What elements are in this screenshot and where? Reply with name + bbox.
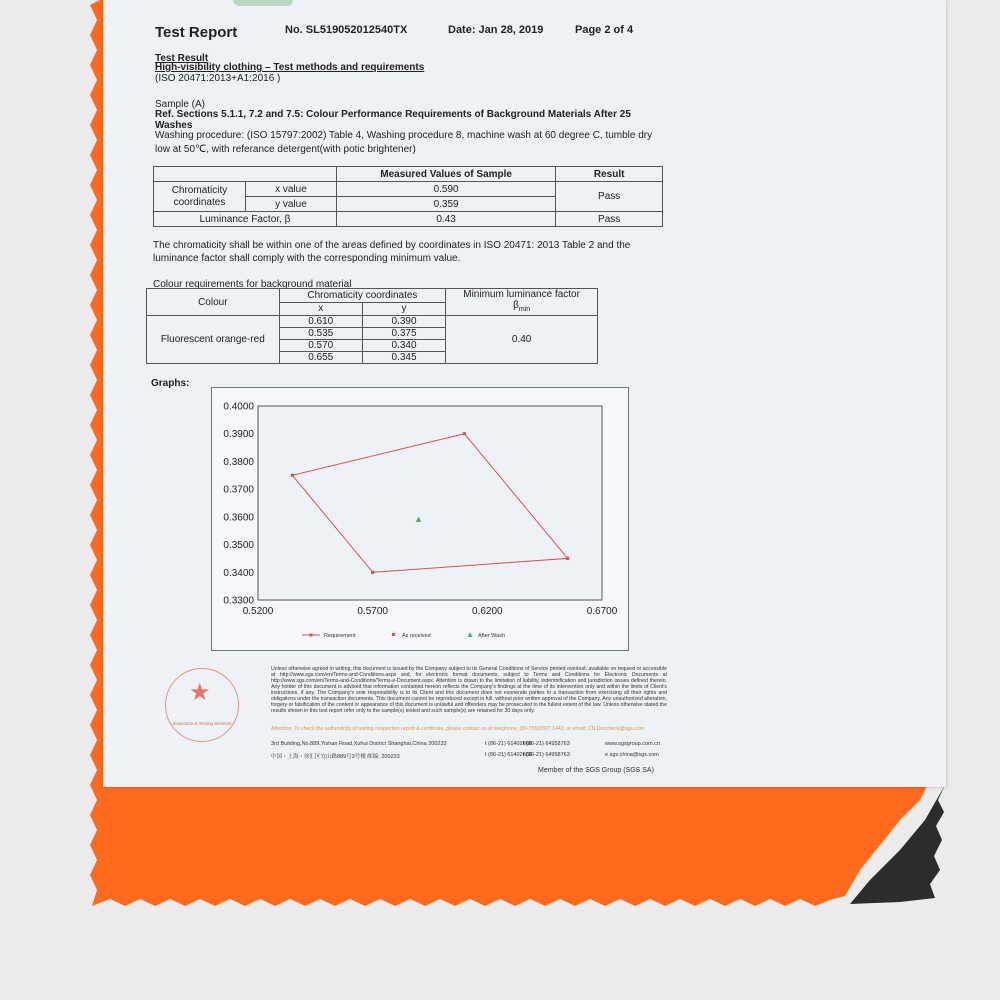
requirement-point [371, 571, 374, 574]
min-luminance-value: 0.40 [446, 316, 598, 364]
result-header: Result [556, 167, 663, 182]
colour-name: Fluorescent orange-red [147, 316, 280, 364]
graphs-label: Graphs: [151, 378, 190, 389]
legend-marker-after-wash [468, 632, 473, 637]
chromaticity-note-line-2: luminance factor shall comply with the corresponding minimum value. [153, 253, 461, 264]
req-y: 0.340 [362, 340, 445, 352]
legend-label: As received [402, 633, 431, 639]
y-header: y [362, 303, 445, 316]
sgs-logo [233, 0, 293, 6]
table-row [154, 167, 663, 182]
req-x: 0.570 [279, 340, 362, 352]
min-luminance-header: Minimum luminance factor $\beta_{min}$ [446, 289, 598, 316]
ref-sections-line-2: Washes [155, 120, 193, 131]
x-value-label: x value [245, 182, 336, 197]
y-tick-label: 0.3600 [223, 512, 254, 524]
requirements-caption: Colour requirements for background material [153, 279, 352, 290]
luminance-result: Pass [556, 212, 663, 227]
req-y: 0.345 [362, 352, 445, 364]
req-y: 0.375 [362, 328, 445, 340]
chromaticity-chart [212, 388, 628, 650]
legend-point-requirement [310, 634, 313, 637]
address-en: 3rd Building,No.889,Yishan Road,Xuhui District Shanghai,China 200233 [271, 741, 447, 747]
address-cn: 中国・上海・徐汇区宜山路889号3号楼 邮编: 200233 [271, 754, 400, 760]
x-header: x [279, 303, 362, 316]
report-date: Date: Jan 28, 2019 [448, 24, 544, 36]
sample-label: Sample (A) [155, 99, 206, 110]
website: www.sgsgroup.com.cn [605, 741, 661, 747]
sgs-seal [165, 668, 239, 742]
y-tick-label: 0.3300 [223, 595, 254, 607]
authenticity-attention: Attention: To check the authenticity of testing /inspection report & certificate, please contact us at telephone: (86-755)8307 1443, or email: CN.Doccheck@sgs.com [271, 726, 645, 732]
table-row [154, 182, 663, 197]
test-result-heading: Test Result [155, 53, 209, 64]
seal-text: Inspection & Testing Services [172, 721, 232, 726]
x-tick-label: 0.5700 [357, 606, 388, 617]
y-value: 0.359 [336, 197, 555, 212]
luminance-value: 0.43 [336, 212, 555, 227]
x-tick-label: 0.5200 [242, 606, 274, 617]
requirement-point [463, 432, 466, 435]
y-tick-label: 0.3900 [223, 429, 254, 441]
y-value-label: y value [245, 197, 336, 212]
chromaticity-label: Chromaticity coordinates [154, 182, 246, 212]
colour-header: Colour [147, 289, 280, 316]
sgs-member-line: Member of the SGS Group (SGS SA) [538, 767, 654, 774]
y-tick-label: 0.4000 [223, 401, 254, 413]
email: e sgs.china@sgs.com [605, 752, 659, 758]
fax-1: f (86-21) 64958763 [523, 741, 570, 747]
y-tick-label: 0.3700 [223, 484, 254, 496]
chromaticity-result: Pass [556, 182, 663, 212]
x-value: 0.590 [336, 182, 555, 197]
y-tick-label: 0.3400 [223, 567, 254, 579]
requirement-point [566, 557, 569, 560]
requirement-point [291, 474, 294, 477]
table-row [154, 212, 663, 227]
x-tick-label: 0.6200 [472, 606, 503, 617]
results-table [153, 166, 663, 227]
table-row [147, 289, 598, 303]
chart-frame [211, 387, 629, 651]
test-standard: (ISO 20471:2013+A1:2016 ) [155, 73, 281, 84]
requirements-table [146, 288, 598, 364]
luminance-label: Luminance Factor, β [154, 212, 337, 227]
phone-2: t (86-21) 61402666 [485, 752, 532, 758]
test-result-subtitle: High-visibility clothing – Test methods and requirements [155, 62, 425, 73]
measured-values-header: Measured Values of Sample [336, 167, 555, 182]
plot-area [258, 406, 602, 600]
legend-label: Requirement [324, 633, 356, 639]
washing-procedure-line-2: low at 50℃, with referance detergent(with potic brightener) [155, 144, 416, 155]
fine-print: Unless otherwise agreed in writing, this document is issued by the Company subject to its General Conditions of Service printed overleaf, available on request or accessible at http://www.sgs.com/en/Terms-and-Conditions.aspx and, for electronic format documents, subject to Terms and Conditions for Electronic Documents at http://www.sgs.com/en/Terms-and-Conditions/Terms-e-Document.aspx. Attention is drawn to the limitation of liability, indemnification and jurisdiction issues defined therein. Any holder of this document is advised that information contained hereon reflects the Company's findings at the time of its intervention only and within the limits of Client's instructions, if any. The Company's sole responsibility is to its Client and this document does not exonerate parties to a transaction from exercising all their rights and obligations under the transaction documents. This document cannot be reproduced except in full, without prior written approval of the Company. Any unauthorized alteration, forgery or falsification of the content or appearance of this document is unlawful and offenders may be prosecuted to the fullest extent of the law. Unless otherwise stated the results shown in this test report refer only to the sample(s) tested and such sample(s) are retained for 30 days only. [271, 666, 667, 714]
y-tick-label: 0.3500 [223, 540, 254, 552]
req-x: 0.610 [279, 316, 362, 328]
req-x: 0.535 [279, 328, 362, 340]
table-row [147, 316, 598, 328]
y-tick-label: 0.3800 [223, 456, 254, 468]
x-tick-label: 0.6700 [586, 606, 618, 617]
seal-star-icon: ★ [189, 679, 211, 706]
fax-2: f (86-21) 64958763 [523, 752, 570, 758]
req-x: 0.655 [279, 352, 362, 364]
chromaticity-coordinates-header: Chromaticity coordinates [279, 289, 446, 303]
report-number: No. SL519052012540TX [285, 24, 408, 36]
page-number: Page 2 of 4 [575, 24, 634, 36]
test-report-page [103, 0, 946, 787]
phone-1: t (86-21) 61402666 [485, 741, 532, 747]
req-y: 0.390 [362, 316, 445, 328]
legend-marker-as-received [392, 633, 395, 636]
report-title: Test Report [155, 24, 238, 41]
chromaticity-note-line-1: The chromaticity shall be within one of the areas defined by coordinates in ISO 20471: 2013 Table 2 and the [153, 240, 631, 251]
legend-label: After Wash [478, 633, 505, 639]
ref-sections-line-1: Ref. Sections 5.1.1, 7.2 and 7.5: Colour Performance Requirements of Background Materials After 25 [155, 109, 631, 120]
washing-procedure-line-1: Washing procedure: (ISO 15797:2002) Table 4, Washing procedure 8, machine wash at 60 degree C, tumble dry [155, 130, 653, 141]
